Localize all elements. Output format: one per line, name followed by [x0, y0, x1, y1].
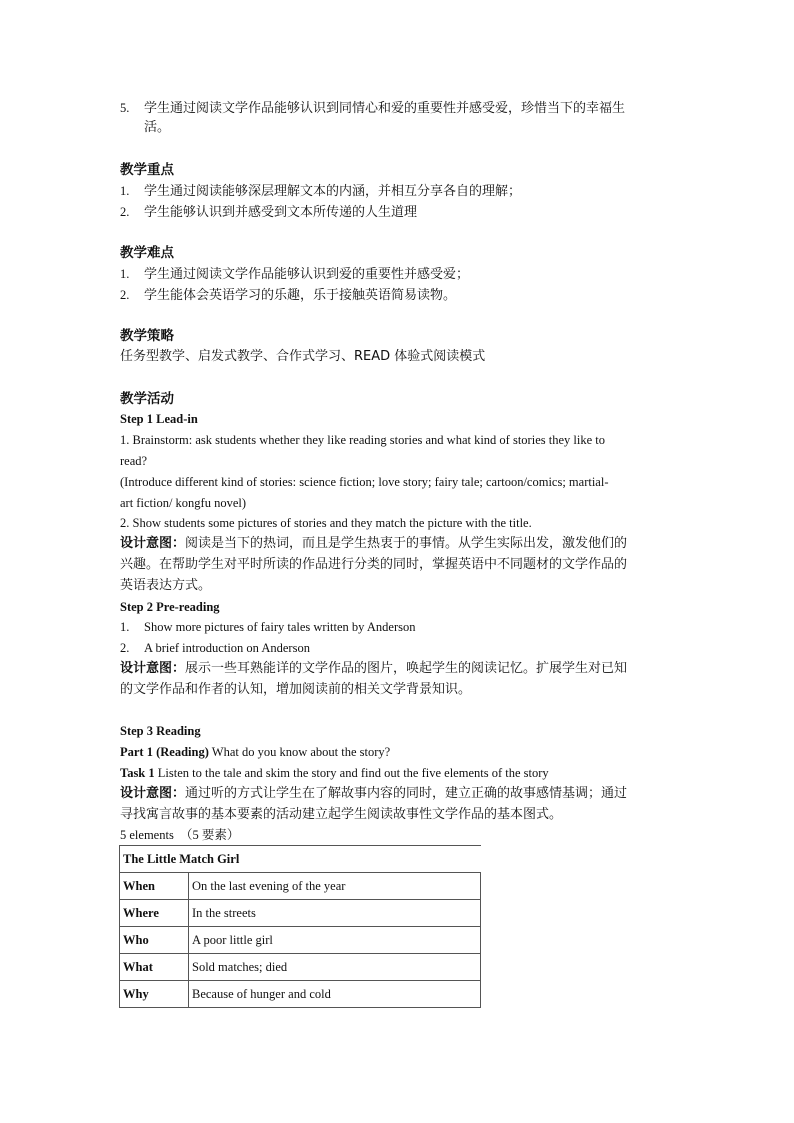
table-key: Why	[120, 981, 189, 1008]
step1-paragraph3: 2. Show students some pictures of stories and they match the picture with the title.	[120, 516, 532, 530]
step1-title: Step 1 Lead-in	[120, 412, 198, 426]
section-heading-strategy: 教学策略	[120, 328, 174, 344]
list-number: 5.	[120, 101, 130, 115]
step1-intent-line3: 英语表达方式。	[120, 578, 212, 593]
table-key: What	[120, 954, 189, 981]
table-row	[120, 981, 481, 1008]
intent-label: 设计意图：	[120, 536, 186, 551]
objective-text-line1: 学生通过阅读文学作品能够认识到同情心和爱的重要性并感受爱，珍惜当下的幸福生	[144, 101, 626, 116]
section-heading-difficulties: 教学难点	[120, 245, 174, 261]
step3-intent-line2: 寻找寓言故事的基本要素的活动建立起学生阅读故事性文学作品的基本图式。	[120, 807, 563, 822]
intent-label: 设计意图：	[120, 786, 186, 801]
objective-item-5	[120, 98, 625, 119]
list-item: 1. 学生通过阅读能够深层理解文本的内涵，并相互分享各自的理解；	[120, 184, 522, 199]
table-row	[120, 927, 481, 954]
table-row	[120, 873, 481, 900]
step3-intent-line1: 设计意图：通过听的方式让学生在了解故事内容的同时，建立正确的故事感情基调；通过	[120, 786, 628, 801]
step2-intent-line2: 的文学作品和作者的认知，增加阅读前的相关文学背景知识。	[120, 682, 472, 697]
list-item: 2. 学生能够认识到并感受到文本所传递的人生道理	[120, 205, 418, 220]
step2-intent-line1: 设计意图：展示一些耳熟能详的文学作品的图片，唤起学生的阅读记忆。扩展学生对已知	[120, 661, 628, 676]
section-heading-key-points: 教学重点	[120, 162, 174, 178]
step2-title: Step 2 Pre-reading	[120, 600, 220, 614]
step3-part1: Part 1 (Reading) What do you know about the story?	[120, 745, 391, 759]
table-value: On the last evening of the year	[189, 873, 481, 900]
table-key: Where	[120, 900, 189, 927]
table-value: In the streets	[189, 900, 481, 927]
table-key: When	[120, 873, 189, 900]
story-elements-table	[119, 845, 481, 1008]
table-row	[120, 954, 481, 981]
table-value: Sold matches; died	[189, 954, 481, 981]
part1-label: Part 1 (Reading)	[120, 745, 209, 759]
strategy-text: 任务型教学、启发式教学、合作式学习、READ 体验式阅读模式	[120, 349, 486, 364]
step1-intent-line2: 兴趣。在帮助学生对平时所读的作品进行分类的同时，掌握英语中不同题材的文学作品的	[120, 557, 628, 572]
list-item: 1. Show more pictures of fairy tales written by Anderson	[120, 620, 416, 634]
step3-task1: Task 1 Listen to the tale and skim the story and find out the five elements of the story	[120, 766, 549, 780]
list-item: 2. 学生能体会英语学习的乐趣，乐于接触英语简易读物。	[120, 288, 457, 303]
list-item: 2. A brief introduction on Anderson	[120, 641, 310, 655]
section-heading-activities: 教学活动	[120, 391, 174, 407]
step3-title: Step 3 Reading	[120, 724, 201, 738]
elements-caption: 5 elements （5 要素）	[120, 828, 240, 842]
table-value: Because of hunger and cold	[189, 981, 481, 1008]
step1-intent-line1: 设计意图：阅读是当下的热词，而且是学生热衷于的事情。从学生实际出发，激发他们的	[120, 536, 628, 551]
intent-label: 设计意图：	[120, 661, 186, 676]
list-item: 1. 学生通过阅读文学作品能够认识到爱的重要性并感受爱；	[120, 267, 470, 282]
task1-label: Task 1	[120, 766, 155, 780]
step1-paragraph2-line2: art fiction/ kongfu novel)	[120, 496, 247, 510]
step1-paragraph2-line1: (Introduce different kind of stories: science fiction; love story; fairy tale; cartoon/comics; martial-	[120, 475, 609, 489]
step1-paragraph1-line2: read?	[120, 454, 148, 468]
table-row	[120, 900, 481, 927]
step1-paragraph1-line1: 1. Brainstorm: ask students whether they like reading stories and what kind of stories they like to	[120, 433, 605, 447]
table-title: The Little Match Girl	[120, 846, 481, 873]
table-value: A poor little girl	[189, 927, 481, 954]
table-key: Who	[120, 927, 189, 954]
objective-text-line2: 活。	[144, 120, 171, 135]
